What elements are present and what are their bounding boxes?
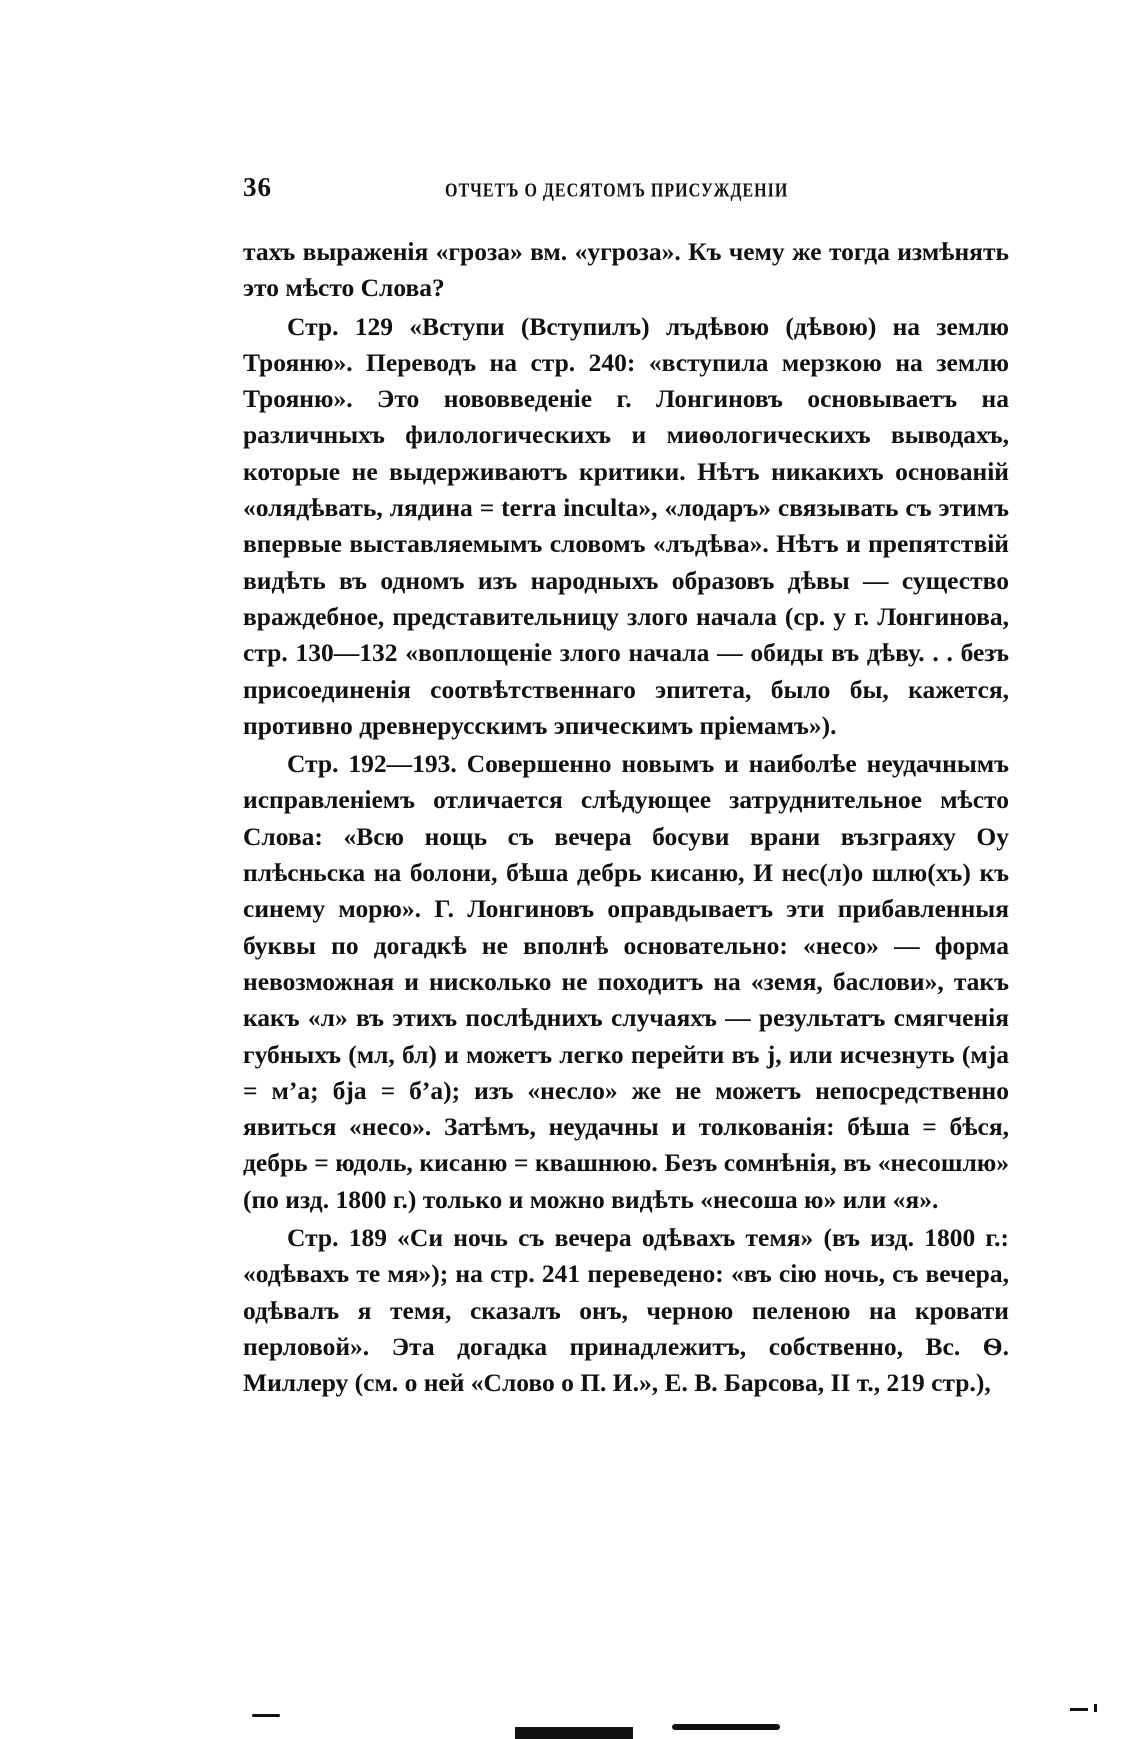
paragraph-4: Стр. 189 «Си ночь съ вечера одѣвахъ темя» (въ изд. 1800 г.: «одѣвахъ те мя»); на стр. 241 переведено: «въ сію ночь, съ вечера, одѣвалъ я темя, сказалъ онъ, черною пеленою на кровати перловой». Эта догадка принадлежитъ, собственно, Вс. Ѳ. Миллеру (см. о ней «Слово о П. И.», Е. В. Барсова, II т., 219 стр.), [243,1223,1009,1398]
body-text [243,234,1009,1402]
paragraph-1: тахъ выраженія «гроза» вм. «угроза». Къ чему же тогда измѣнять это мѣсто Слова? [243,237,1009,303]
scan-smudge-right-dot [1070,1708,1088,1711]
running-head: ОТЧЕТЪ О ДЕСЯТОМЪ ПРИСУЖДЕНІИ [445,180,789,202]
page-number: 36 [243,172,272,202]
scan-smudge-right-tick [1094,1704,1097,1712]
scan-smudge-center-right [672,1724,780,1730]
scan-smudge-left [252,1714,280,1717]
paragraph-3: Стр. 192—193. Совершенно новымъ и наиболѣе неудачнымъ исправленіемъ отличается слѣдующее затруднительное мѣсто Слова: «Всю нощь съ вечера босуви врани възграяху Оу плѣсньска на болони, бѣша дебрь кисаню, И нес(л)о шлю(хъ) къ синему морю». Г. Лонгиновъ оправдываетъ эти прибавленныя буквы по догадкѣ не вполнѣ основательно: «несо» — форма невозможная и нисколько не походитъ на «земя, баслови», такъ какъ «л» въ этихъ послѣднихъ случаяхъ — результатъ смягченія губныхъ (мл, бл) и можетъ легко перейти въ j, или исчезнуть (мја = м’а; бја = б’а); изъ «несло» же не можетъ непосредственно явиться «несо». Затѣмъ, неудачны и толкованія: бѣша = бѣся, дебрь = юдоль, кисаню = квашнюю. Безъ сомнѣнія, въ «несошлю» (по изд. 1800 г.) только и можно видѣть «несоша ю» или «я». [243,749,1009,1214]
paragraph-2: Стр. 129 «Вступи (Вступилъ) лъдѣвою (дѣвою) на землю Трояню». Переводъ на стр. 240: «вступила мерзкою на землю Трояню». Это нововведеніе г. Лонгиновъ основываетъ на различныхъ филологическихъ и миѳологическихъ выводахъ, которые не выдерживаютъ критики. Нѣтъ никакихъ основаній «олядѣвать, лядина = terra inculta», «лодаръ» связывать съ этимъ впервые выставляемымъ словомъ «лъдѣва». Нѣтъ и препятствій видѣть въ одномъ изъ народныхъ образовъ дѣвы — существо враждебное, представительницу злого начала (ср. у г. Лонгинова, стр. 130—132 «воплощеніе злого начала — обиды въ дѣву. . . безъ присоединенія соотвѣтственнаго эпитета, было бы, кажется, противно древнерусскимъ эпическимъ пріемамъ»). [243,311,1009,740]
scan-smudge-center-left [515,1727,633,1739]
